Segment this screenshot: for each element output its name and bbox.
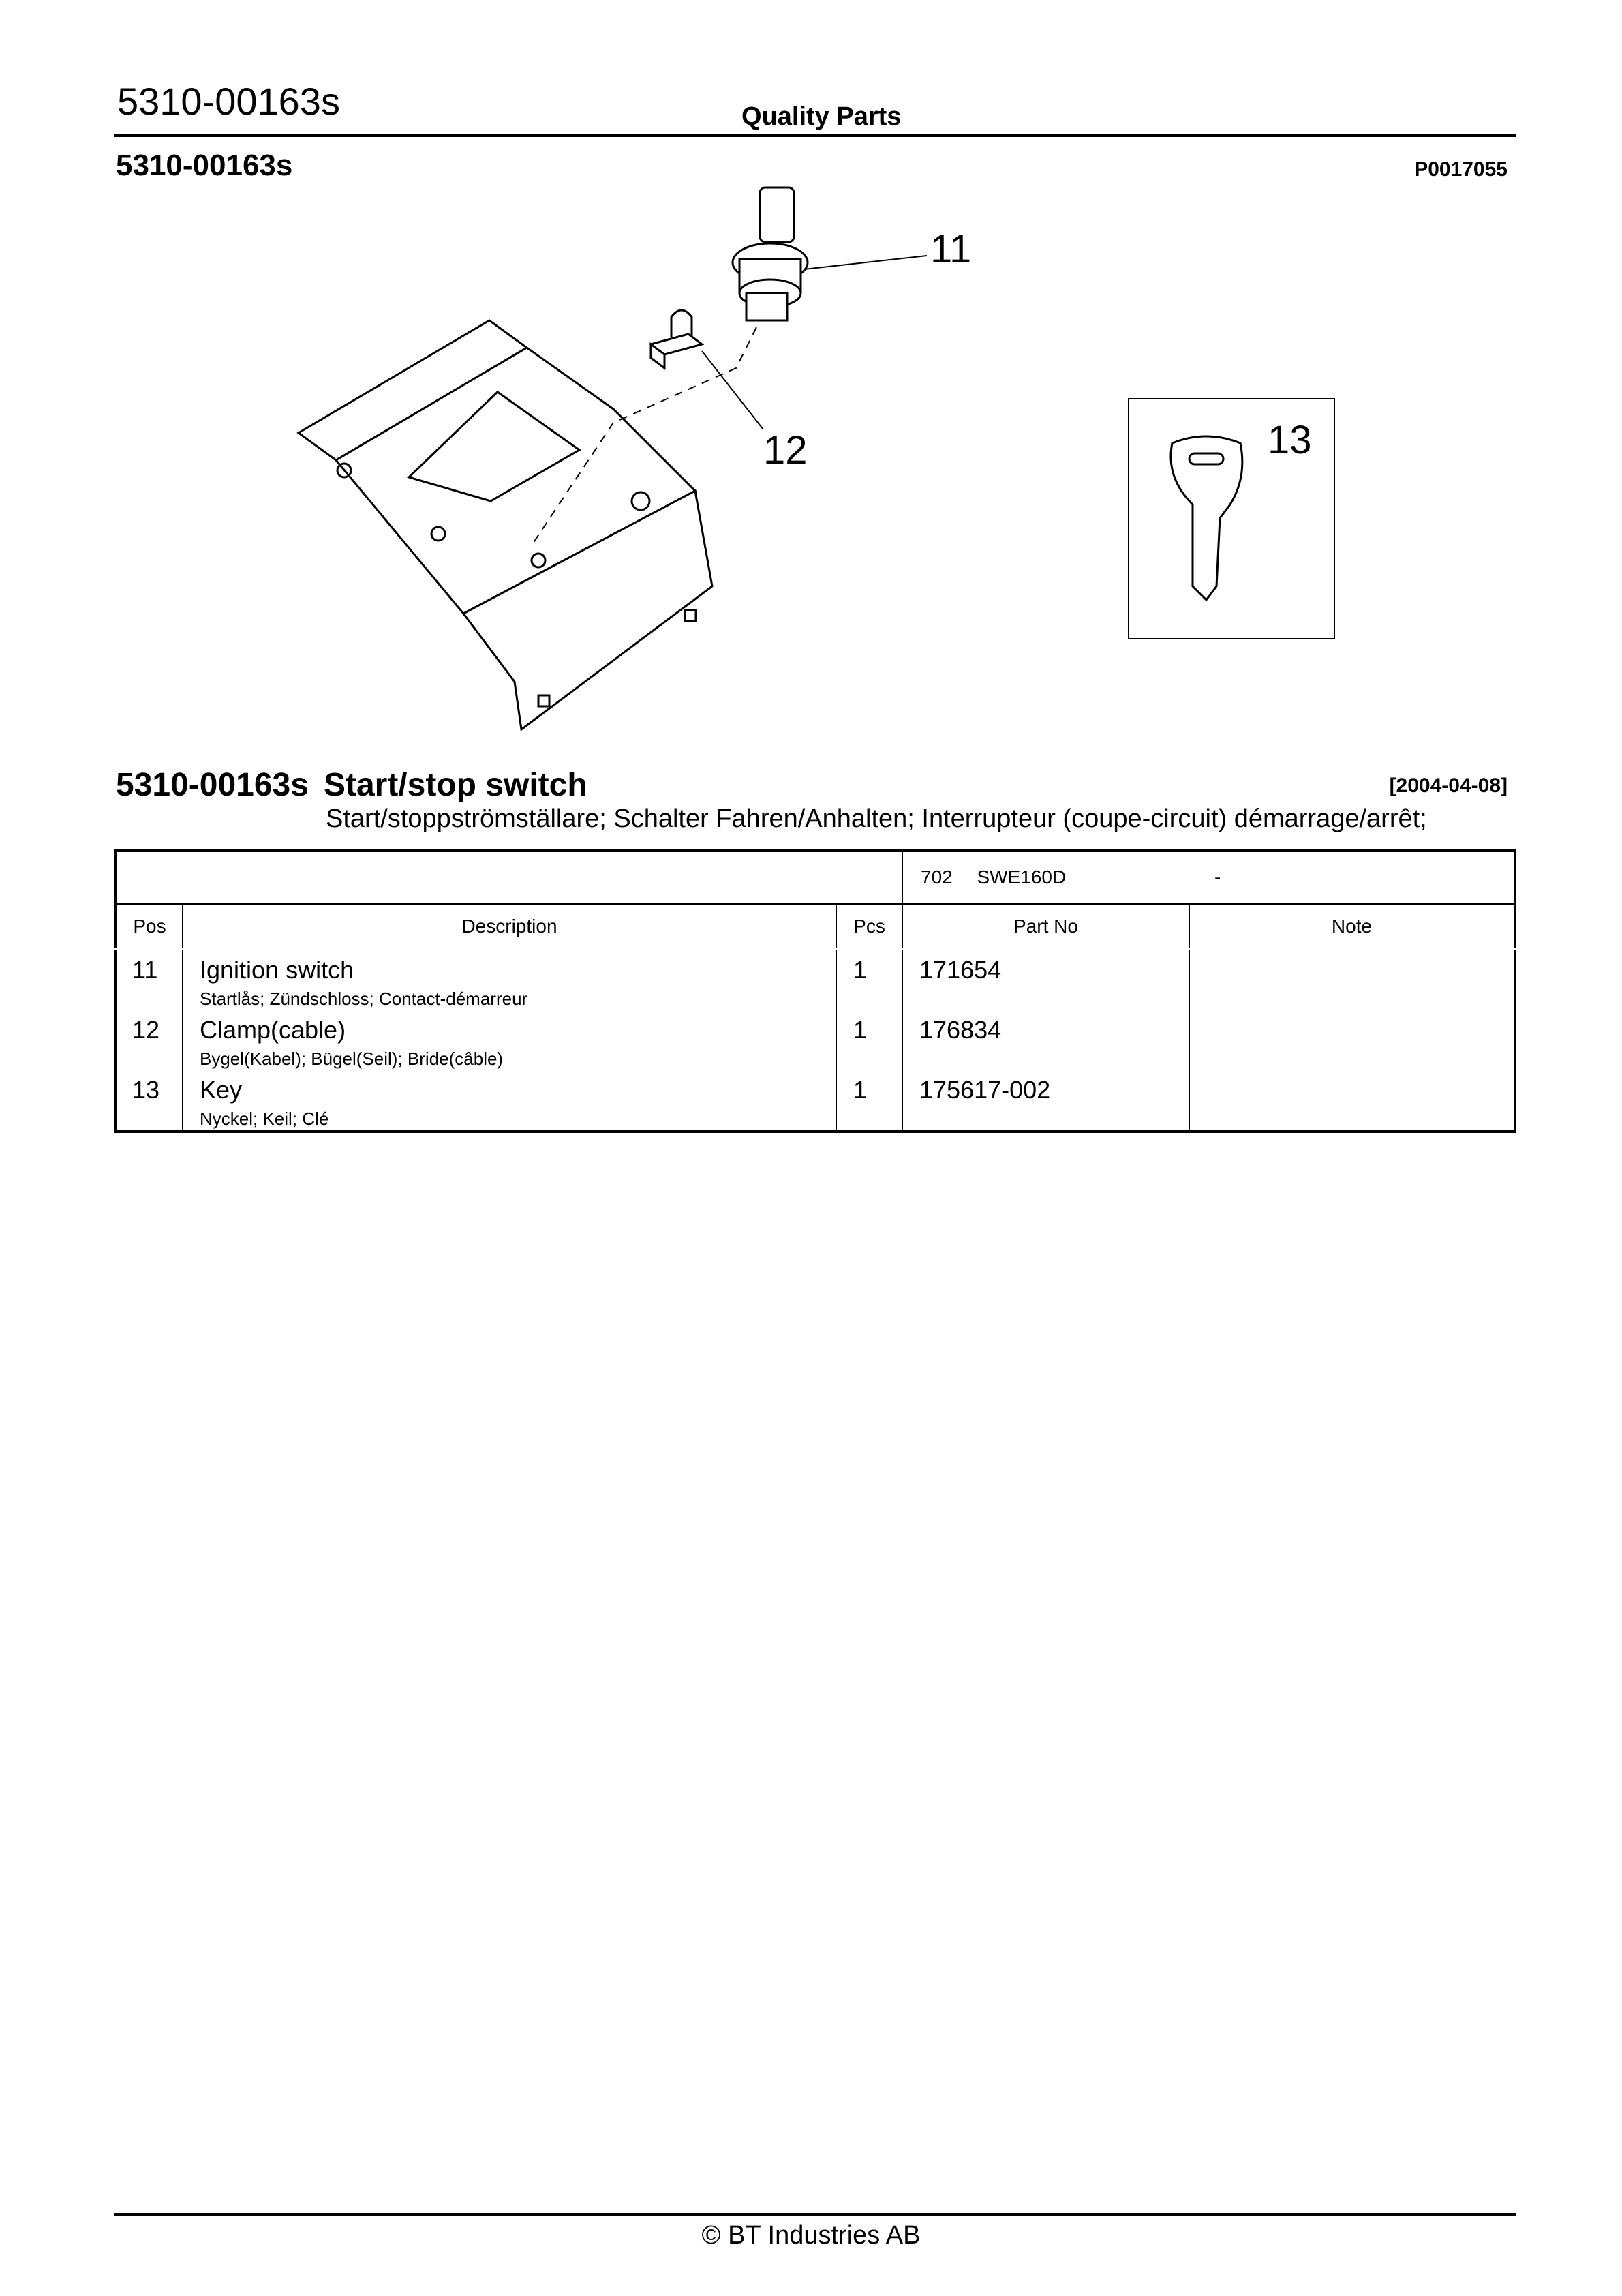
header-pos: Pos [116,904,183,949]
model-row [116,851,1515,904]
callout-11: 11 [930,227,972,271]
part-no-cell: 176834 [902,1010,1189,1070]
description-translations: Nyckel; Keil; Clé [200,1108,329,1129]
model-name: SWE160D [977,866,1067,888]
section-heading [116,766,602,804]
model-cell [902,851,1515,904]
document-code: 5310-00163s [117,80,340,123]
table-row [116,1010,1515,1070]
description-cell [183,1070,836,1132]
note-cell [1189,1010,1515,1070]
header-divider [114,134,1516,137]
illustration-code: 5310-00163s [116,149,293,182]
pos-cell: 11 [132,956,158,984]
document-title: Quality Parts [741,102,902,131]
part-no-cell: 171654 [902,949,1189,1010]
description-translations: Bygel(Kabel); Bügel(Seil); Bride(câble) [200,1048,504,1069]
callout-12: 12 [763,428,808,472]
table-row [116,1070,1515,1132]
description: Ignition switch [200,956,354,984]
picture-number: P0017055 [1414,158,1508,181]
callout-13: 13 [1268,418,1312,462]
cable-clamp-part [651,310,702,368]
section-code: 5310-00163s [116,767,309,803]
description: Key [200,1076,243,1104]
model-code: 702 [921,866,953,888]
note-cell [1189,1070,1515,1132]
model-serial: - [1214,866,1221,888]
exploded-parts-drawing [273,177,1363,743]
description: Clamp(cable) [200,1016,346,1044]
footer-divider [114,2213,1516,2216]
section-translations: Start/stoppströmställare; Schalter Fahren/Anhalten; Interrupteur (coupe-circuit) démarrage/arrêt; [326,804,1427,833]
ignition-switch-part [733,187,808,320]
description-cell [183,949,836,1010]
pcs-cell: 1 [836,949,902,1010]
description-cell [183,1010,836,1070]
mounting-bracket [299,320,712,729]
table-header [116,904,1515,949]
header-note: Note [1189,904,1515,949]
pos-cell: 13 [132,1076,160,1104]
parts-table [114,849,1516,1133]
pos-cell: 12 [132,1016,160,1044]
header-description: Description [183,904,836,949]
part-no-cell: 175617-002 [902,1070,1189,1132]
description-translations: Startlås; Zündschloss; Contact-démarreur [200,988,528,1009]
table-row [116,949,1515,1010]
note-cell [1189,949,1515,1010]
pcs-cell: 1 [836,1010,902,1070]
pcs-cell: 1 [836,1070,902,1132]
header-pcs: Pcs [836,904,902,949]
footer-copyright: © BT Industries AB [701,2221,921,2250]
section-date: [2004-04-08] [1389,774,1508,797]
header-part-no: Part No [902,904,1189,949]
section-title: Start/stop switch [323,767,587,803]
